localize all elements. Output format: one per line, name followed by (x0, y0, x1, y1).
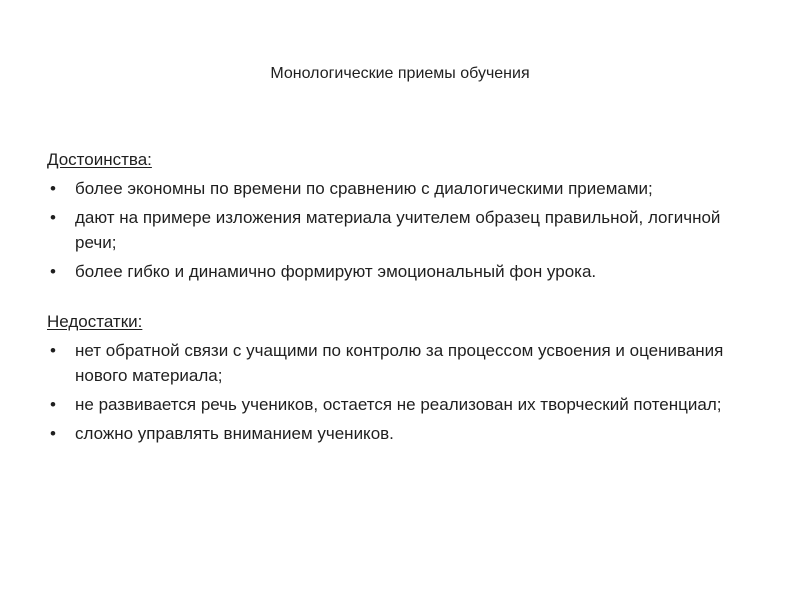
list-item-text: не развивается речь учеников, остается не реализован их творческий потенциал; (75, 395, 722, 414)
bullet-icon: • (50, 341, 56, 360)
list-item-text: нет обратной связи с учащими по контролю за процессом усвоения и оценивания нового материала; (75, 341, 724, 385)
advantages-section (47, 147, 757, 284)
list-item-text: сложно управлять вниманием учеников. (75, 424, 394, 443)
bullet-icon: • (50, 395, 56, 414)
list-item (47, 338, 757, 388)
list-item-text: более гибко и динамично формируют эмоциональный фон урока. (75, 262, 597, 281)
slide-content (47, 147, 757, 450)
bullet-icon: • (50, 179, 56, 198)
bullet-icon: • (50, 424, 56, 443)
list-item-text: дают на примере изложения материала учителем образец правильной, логичной речи; (75, 208, 721, 252)
advantages-list (47, 176, 757, 284)
list-item (47, 176, 757, 201)
disadvantages-section (47, 309, 757, 446)
slide-title: Монологические приемы обучения (270, 65, 530, 82)
list-item-text: более экономны по времени по сравнению с диалогическими приемами; (75, 179, 653, 198)
list-item (47, 421, 757, 446)
bullet-icon: • (50, 208, 56, 227)
list-item (47, 392, 757, 417)
list-item (47, 259, 757, 284)
disadvantages-heading: Недостатки: (47, 312, 143, 331)
advantages-heading: Достоинства: (47, 150, 152, 169)
disadvantages-list (47, 338, 757, 446)
bullet-icon: • (50, 262, 56, 281)
list-item (47, 205, 757, 255)
